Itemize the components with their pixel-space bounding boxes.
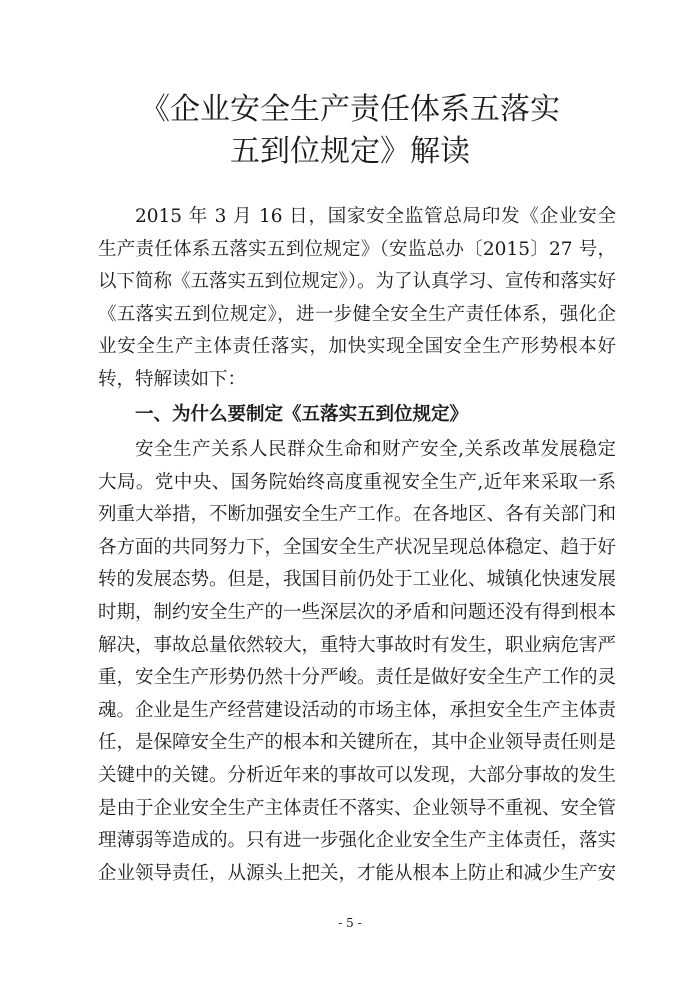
- document-title-line-1: 《企业安全生产责任体系五落实: [140, 92, 560, 127]
- section-block: [98, 434, 616, 890]
- section-heading: 一、为什么要制定《五落实五到位规定》: [135, 404, 469, 425]
- intro-paragraph: 2015 年 3 月 16 日，国家安全监管总局印发《企业安全生产责任体系五落实五到位规定》（安监总办〔2015〕27 号，以下简称《五落实五到位规定》）。为了认真学习、宣传和落实好《五落实五到位规定》，进一步健全安全生产责任体系，强化企业安全生产主体责任落实，加快实现全国安全生产形势根本好转，特解读如下：: [98, 206, 617, 390]
- document-title-line-2: 五到位规定》解读: [230, 134, 470, 169]
- section-paragraph: 安全生产关系人民群众生命和财产安全,关系改革发展稳定大局。党中央、国务院始终高度重视安全生产,近年来采取一系列重大举措，不断加强安全生产工作。在各地区、各有关部门和各方面的共同努力下，全国安全生产状况呈现总体稳定、趋于好转的发展态势。但是，我国目前仍处于工业化、城镇化快速发展时期，制约安全生产的一些深层次的矛盾和问题还没有得到根本解决，事故总量依然较大，重特大事故时有发生，职业病危害严重，安全生产形势仍然十分严峻。责任是做好安全生产工作的灵魂。企业是生产经营建设活动的市场主体，承担安全生产主体责任，是保障安全生产的根本和关键所在，其中企业领导责任则是关键中的关键。分析近年来的事故可以发现，大部分事故的发生是由于企业安全生产主体责任不落实、企业领导不重视、安全管理薄弱等造成的。只有进一步强化企业安全生产主体责任，落实企业领导责任，从源头上把关，才能从根本上防止和减少生产安: [98, 439, 617, 884]
- intro-block: [98, 201, 616, 397]
- page-number: - 5 -: [338, 916, 362, 930]
